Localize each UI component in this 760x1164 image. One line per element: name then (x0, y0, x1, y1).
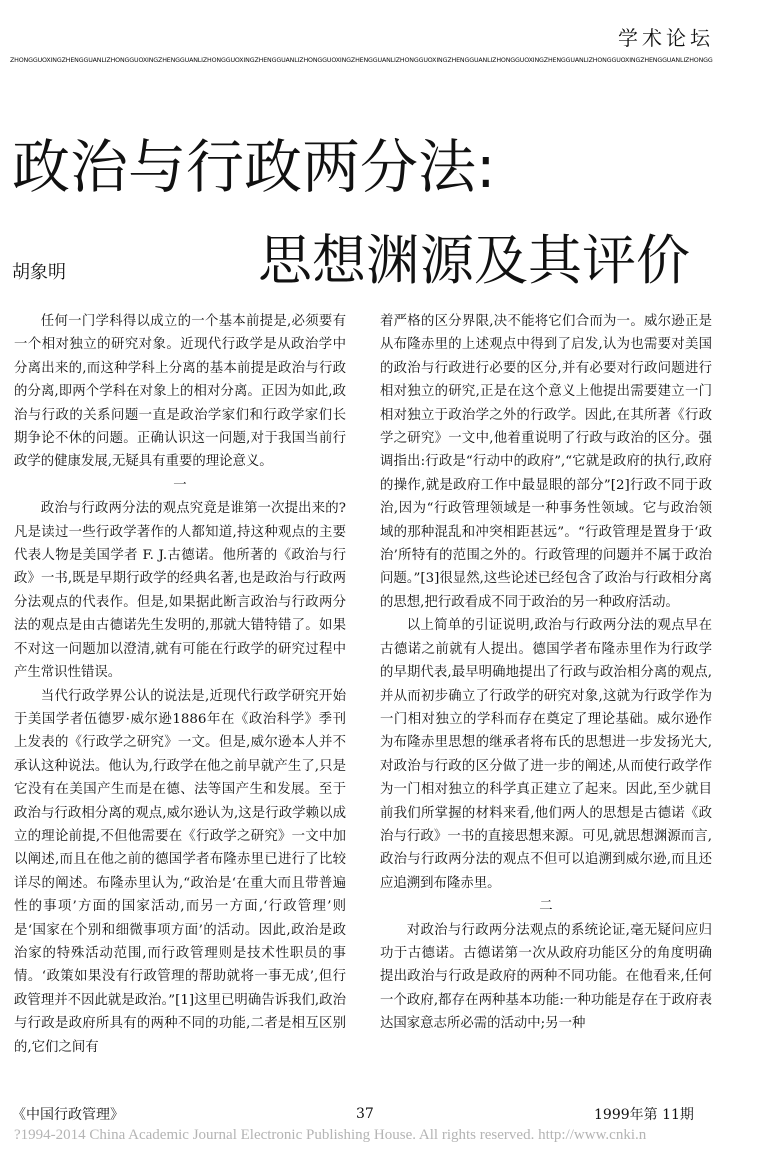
article-title-line1: 政治与行政两分法: (12, 133, 496, 201)
pinyin-header-strip: ZHONGGUOXINGZHENGGUANLIZHONGGUOXINGZHENGGUANLIZHONGGUOXINGZHENGGUANLIZHONGGUOXINGZHENGGUANLIZHONGGUOXINGZHENGGUANLIZHONGGUOXINGZHENGGUANLIZHONGGUOXINGZHENGGUANLIZHONGG (10, 57, 713, 64)
paragraph: 政治与行政两分法的观点究竟是谁第一次提出来的?凡是读过一些行政学著作的人都知道,持这种观点的主要代表人物是美国学者 F. J.古德诺。他所著的《政治与行政》一书,既是早期行政学的经典名著,也是政治与行政两分法观点的代表作。但是,如果据此断言政治与行政两分法的观点是由古德诺先生发明的,那就大错特错了。如果不对这一问题加以澄清,就有可能在行政学的研究过程中产生常识性错误。 (14, 501, 346, 681)
copyright-watermark: ?1994-2014 China Academic Journal Electronic Publishing House. All rights reserved. http://www.cnki.n (14, 1127, 647, 1143)
page-number: 37 (356, 1106, 374, 1122)
journal-name: 《中国行政管理》 (12, 1107, 124, 1123)
author-name: 胡象明 (12, 262, 66, 283)
paragraph: 当代行政学界公认的说法是,近现代行政学研究开始于美国学者伍德罗·威尔逊1886年在《政治科学》季刊上发表的《行政学之研究》一文。但是,威尔逊本人并不承认这种说法。他认为,行政学在他之前早就产生了,只是它没有在美国产生而是在德、法等国产生和发展。至于政治与行政相分离的观点,威尔逊认为,这是行政学赖以成立的理论前提,不但他需要在《行政学之研究》一文中加以阐述,而且在他之前的德国学者布隆赤里已进行了比较详尽的阐述。布隆赤里认为,“政治是‘在重大而且带普遍性的事项’方面的国家活动,而另一方面,‘行政管理’则是‘国家在个别和细微事项方面’的活动。因此,政治是政治家的特殊活动范围,而行政管理则是技术性职员的事情。‘政策如果没有行政管理的帮助就将一事无成’,但行政管理并不因此就是政治。”[1]这里已明确告诉我们,政治与行政是政府所具有的两种不同的功能,二者是相互区别的,它们之间有 (14, 688, 346, 1055)
section-heading-two: 二 (539, 899, 553, 915)
section-heading-one: 一 (173, 477, 187, 493)
left-text-column (14, 310, 346, 1070)
paragraph: 任何一门学科得以成立的一个基本前提是,必须要有一个相对独立的研究对象。近现代行政学是从政治学中分离出来的,而这种学科上分离的基本前提是政治与行政的分离,即两个学科在对象上的相对分离。正因为如此,政治与行政的关系问题一直是政治学家们和行政学家们长期争论不休的问题。正确认识这一问题,对于我国当前行政学的健康发展,无疑具有重要的理论意义。 (14, 314, 346, 470)
issue-info: 1999年第 11期 (594, 1107, 694, 1123)
paragraph-continued: 着严格的区分界限,决不能将它们合而为一。威尔逊正是从布隆赤里的上述观点中得到了启发,认为也需要对美国的政治与行政进行必要的区分,并有必要对行政问题进行相对独立的研究,正是在这个意义上他提出需要建立一门相对独立于政治学之外的行政学。因此,在其所著《行政学之研究》一文中,他着重说明了行政与政治的区分。强调指出:行政是“行动中的政府”,“它就是政府的执行,政府的操作,就是政府工作中最显眼的部分”[2]行政不同于政治,因为“行政管理领域是一种事务性领域。它与政治领域的那种混乱和冲突相距甚远”。“行政管理是置身于‘政治’所特有的范围之外的。行政管理的问题并不属于政治问题。”[3]很显然,这些论述已经包含了政治与行政相分离的思想,把行政看成不同于政治的另一种政府活动。 (380, 314, 712, 610)
paragraph: 对政治与行政两分法观点的系统论证,毫无疑问应归功于古德诺。古德诺第一次从政府功能区分的角度明确提出政治与行政是政府的两种不同功能。在他看来,任何一个政府,都存在两种基本功能:一种功能是存在于政府表达国家意志所必需的活动中;另一种 (380, 922, 712, 1032)
paragraph: 以上简单的引证说明,政治与行政两分法的观点早在古德诺之前就有人提出。德国学者布隆赤里作为行政学的早期代表,最早明确地提出了行政与政治相分离的观点,并从而初步确立了行政学的研究对象,这就为行政学作为一门相对独立的学科而存在奠定了理论基础。威尔逊作为布隆赤里思想的继承者将布氏的思想进一步发扬光大,对政治与行政的区分做了进一步的阐述,从而使行政学作为一门相对独立的科学真正建立了起来。因此,至少就目前我们所掌握的材料来看,他们两人的思想是古德诺《政治与行政》一书的直接思想来源。可见,就思想渊源而言,政治与行政两分法的观点不但可以追溯到威尔逊,而且还应追溯到布隆赤里。 (380, 618, 712, 891)
right-text-column (380, 310, 712, 1070)
article-title-line2: 思想渊源及其评价 (258, 229, 690, 292)
section-label: 学术论坛 (618, 26, 714, 50)
